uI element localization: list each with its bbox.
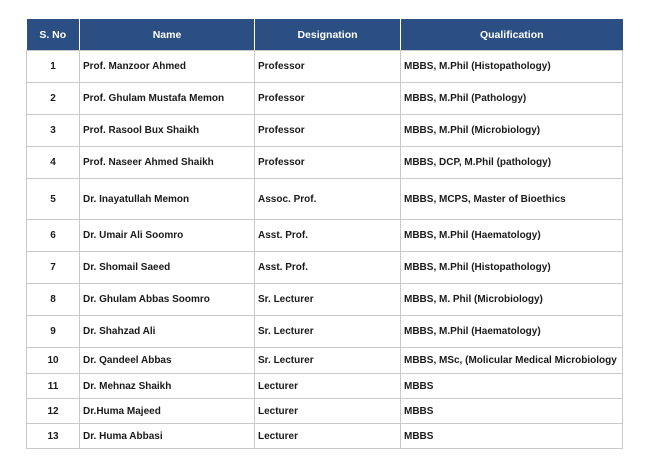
cell-sno: 2 [27, 83, 80, 115]
cell-name: Dr. Shomail Saeed [80, 252, 255, 284]
cell-sno: 3 [27, 115, 80, 147]
cell-sno: 8 [27, 284, 80, 316]
cell-designation: Asst. Prof. [255, 220, 401, 252]
cell-qualification: MBBS, MSc, (Molicular Medical Microbiology [401, 348, 623, 374]
cell-qualification: MBBS, M.Phil (Histopathology) [401, 51, 623, 83]
cell-qualification: MBBS, DCP, M.Phil (pathology) [401, 147, 623, 179]
cell-qualification: MBBS, M.Phil (Pathology) [401, 83, 623, 115]
cell-designation: Professor [255, 83, 401, 115]
cell-designation: Sr. Lecturer [255, 316, 401, 348]
header-name: Name [80, 19, 255, 51]
cell-sno: 4 [27, 147, 80, 179]
cell-designation: Sr. Lecturer [255, 284, 401, 316]
cell-name: Prof. Manzoor Ahmed [80, 51, 255, 83]
cell-qualification: MBBS [401, 374, 623, 399]
cell-sno: 10 [27, 348, 80, 374]
table-body [27, 51, 623, 449]
table-row [27, 220, 623, 252]
cell-designation: Sr. Lecturer [255, 348, 401, 374]
header-designation: Designation [255, 19, 401, 51]
cell-sno: 7 [27, 252, 80, 284]
cell-designation: Lecturer [255, 424, 401, 449]
cell-name: Prof. Ghulam Mustafa Memon [80, 83, 255, 115]
cell-sno: 5 [27, 179, 80, 220]
cell-qualification: MBBS, MCPS, Master of Bioethics [401, 179, 623, 220]
cell-qualification: MBBS, M. Phil (Microbiology) [401, 284, 623, 316]
header-row [27, 19, 623, 51]
table-header [27, 19, 623, 51]
cell-qualification: MBBS, M.Phil (Haematology) [401, 316, 623, 348]
table-row [27, 51, 623, 83]
cell-name: Dr. Mehnaz Shaikh [80, 374, 255, 399]
cell-name: Prof. Rasool Bux Shaikh [80, 115, 255, 147]
cell-sno: 11 [27, 374, 80, 399]
cell-qualification: MBBS [401, 424, 623, 449]
cell-designation: Professor [255, 115, 401, 147]
cell-sno: 13 [27, 424, 80, 449]
header-sno: S. No [27, 19, 80, 51]
cell-name: Dr. Huma Abbasi [80, 424, 255, 449]
table-row [27, 147, 623, 179]
cell-name: Dr. Inayatullah Memon [80, 179, 255, 220]
cell-name: Dr. Shahzad Ali [80, 316, 255, 348]
cell-sno: 6 [27, 220, 80, 252]
cell-designation: Professor [255, 147, 401, 179]
table-row [27, 284, 623, 316]
table-row [27, 115, 623, 147]
table-row [27, 252, 623, 284]
cell-name: Dr. Ghulam Abbas Soomro [80, 284, 255, 316]
cell-qualification: MBBS, M.Phil (Histopathology) [401, 252, 623, 284]
cell-sno: 12 [27, 399, 80, 424]
cell-designation: Professor [255, 51, 401, 83]
cell-name: Dr. Qandeel Abbas [80, 348, 255, 374]
faculty-table [26, 19, 623, 449]
cell-qualification: MBBS [401, 399, 623, 424]
table-row [27, 348, 623, 374]
cell-designation: Asst. Prof. [255, 252, 401, 284]
table-row [27, 179, 623, 220]
cell-name: Dr.Huma Majeed [80, 399, 255, 424]
table-row [27, 399, 623, 424]
table-row [27, 316, 623, 348]
table-row [27, 424, 623, 449]
header-qualification: Qualification [401, 19, 623, 51]
cell-designation: Assoc. Prof. [255, 179, 401, 220]
cell-name: Prof. Naseer Ahmed Shaikh [80, 147, 255, 179]
cell-qualification: MBBS, M.Phil (Microbiology) [401, 115, 623, 147]
cell-sno: 1 [27, 51, 80, 83]
table-row [27, 83, 623, 115]
table-row [27, 374, 623, 399]
cell-name: Dr. Umair Ali Soomro [80, 220, 255, 252]
cell-designation: Lecturer [255, 374, 401, 399]
cell-qualification: MBBS, M.Phil (Haematology) [401, 220, 623, 252]
cell-sno: 9 [27, 316, 80, 348]
cell-designation: Lecturer [255, 399, 401, 424]
